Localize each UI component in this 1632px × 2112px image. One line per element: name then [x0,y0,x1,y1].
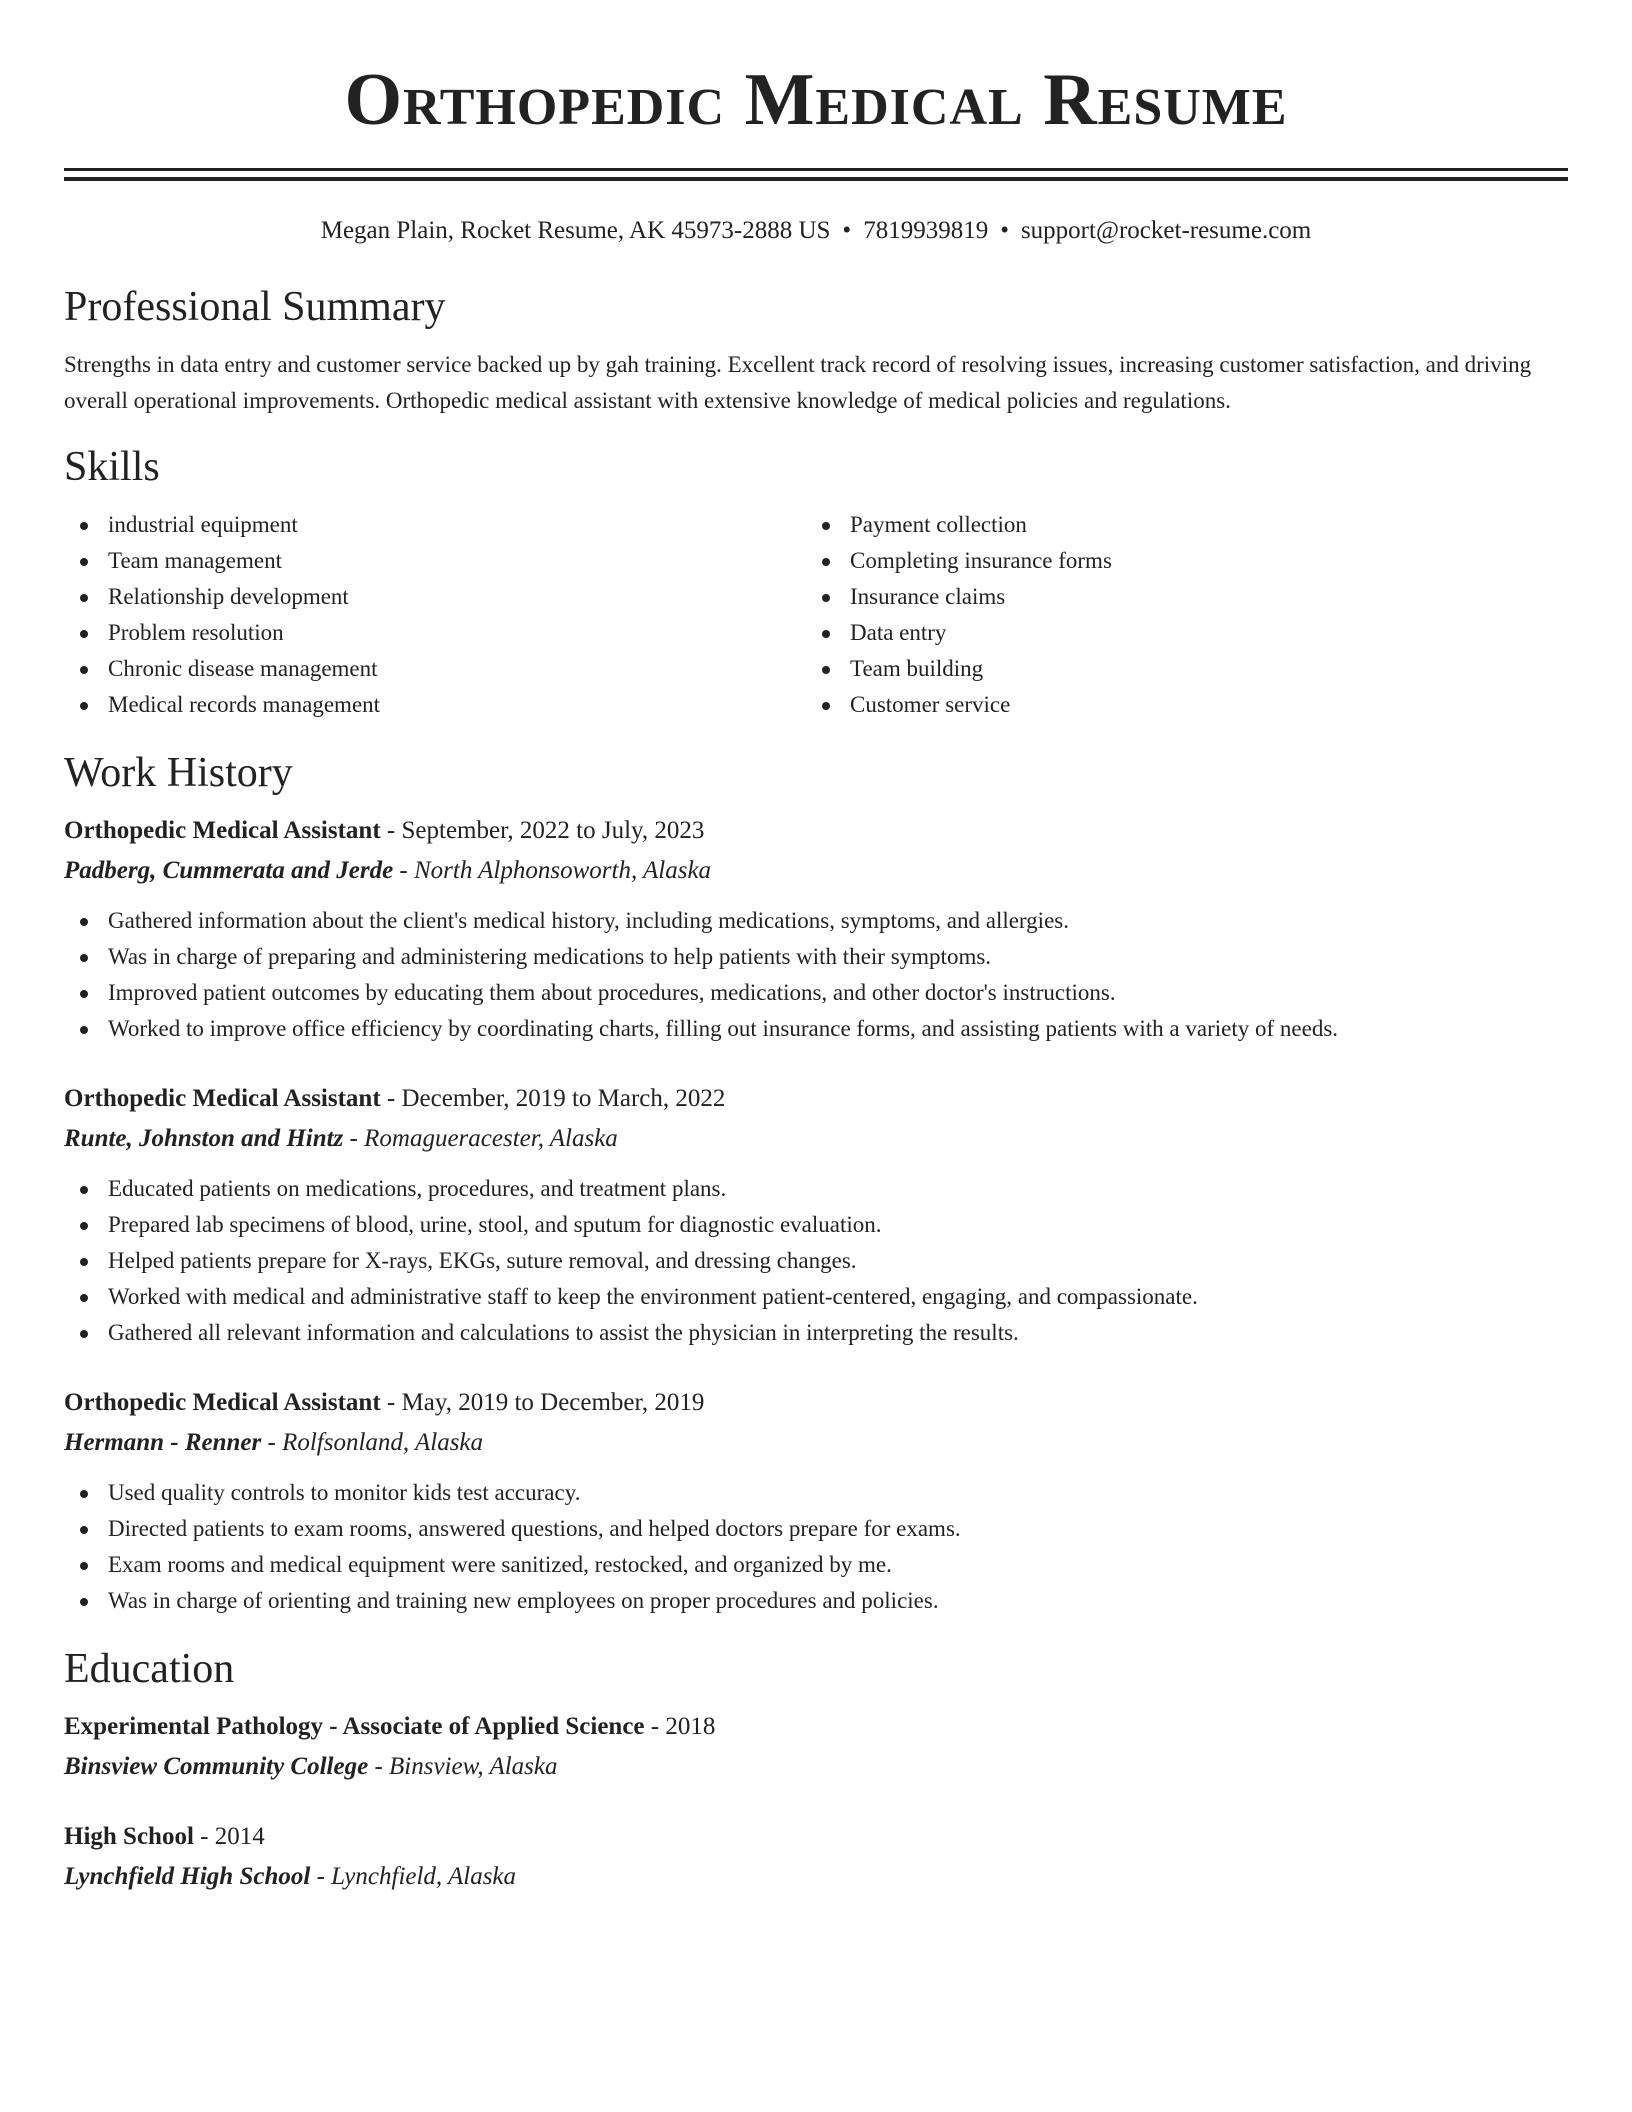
skill-item: Insurance claims [806,579,1548,615]
school-line [64,1857,1568,1897]
skill-item: Medical records management [64,687,806,723]
title-divider [64,168,1568,181]
education-heading: Education [64,1646,235,1692]
school-location: Binsview, Alaska [389,1753,558,1780]
school-name: Binsview Community College [64,1753,369,1780]
job-bullets [64,1475,1568,1619]
job-entry [64,811,1568,1047]
degree-name: Experimental Pathology - Associate of Applied Science [64,1713,645,1740]
job-company: Hermann - Renner [64,1429,262,1456]
school-dash: - [368,1753,390,1780]
job-dates: May, 2019 to December, 2019 [401,1389,705,1416]
skill-item: industrial equipment [64,507,806,543]
job-bullet: Worked to improve office efficiency by coordinating charts, filling out insurance forms, and assisting patients with a variety of needs. [64,1011,1568,1047]
job-bullet: Exam rooms and medical equipment were sanitized, restocked, and organized by me. [64,1547,1568,1583]
job-bullet: Directed patients to exam rooms, answered questions, and helped doctors prepare for exams. [64,1511,1568,1547]
job-bullet: Educated patients on medications, procedures, and treatment plans. [64,1171,1568,1207]
contact-email: support@rocket-resume.com [1020,217,1312,244]
school-dash: - [310,1863,332,1890]
contact-separator: • [842,217,852,244]
school-name: Lynchfield High School [64,1863,311,1890]
job-bullet: Worked with medical and administrative staff to keep the environment patient-centered, engaging, and compassionate. [64,1279,1568,1315]
job-dash: - [343,1125,365,1152]
job-bullet: Helped patients prepare for X-rays, EKGs, suture removal, and dressing changes. [64,1243,1568,1279]
job-title-line [64,1079,1568,1119]
job-dates: December, 2019 to March, 2022 [401,1085,726,1112]
job-bullet: Was in charge of orienting and training new employees on proper procedures and policies. [64,1583,1568,1619]
page-title: Orthopedic Medical Resume [344,59,1288,141]
job-location: Romagueracester, Alaska [364,1125,618,1152]
job-bullets [64,903,1568,1047]
skills-list-right [806,507,1548,723]
job-entry [64,1383,1568,1619]
job-bullet: Prepared lab specimens of blood, urine, stool, and sputum for diagnostic evaluation. [64,1207,1568,1243]
skills-columns [64,507,1568,723]
degree-dash: - [644,1713,666,1740]
job-bullet: Was in charge of preparing and administering medications to help patients with their symptoms. [64,939,1568,975]
job-bullet: Used quality controls to monitor kids test accuracy. [64,1475,1568,1511]
skills-list-left [64,507,806,723]
job-bullet: Gathered information about the client's medical history, including medications, symptoms, and allergies. [64,903,1568,939]
job-company-line [64,851,1568,891]
contact-separator: • [1000,217,1009,244]
education-section [64,1643,1568,1897]
skill-item: Payment collection [806,507,1548,543]
education-entry [64,1817,1568,1897]
skill-item: Customer service [806,687,1548,723]
job-location: Rolfsonland, Alaska [282,1429,484,1456]
skill-item: Relationship development [64,579,806,615]
skill-item: Completing insurance forms [806,543,1548,579]
job-title: Orthopedic Medical Assistant [64,817,381,844]
summary-text: Strengths in data entry and customer service backed up by gah training. Excellent track record of resolving issues, increasing customer satisfaction, and driving overall operational improvements. Orthopedic medical assistant with extensive knowledge of medical policies and regulations. [64,352,1532,413]
job-entry [64,1079,1568,1351]
work-heading: Work History [64,750,293,796]
skill-item: Team building [806,651,1548,687]
job-bullets [64,1171,1568,1351]
job-dash: - [380,817,402,844]
skills-section [64,441,1568,723]
job-dates: September, 2022 to July, 2023 [401,817,705,844]
summary-section [64,281,1568,419]
skill-item: Data entry [806,615,1548,651]
job-company-line [64,1423,1568,1463]
job-company-line [64,1119,1568,1159]
skills-heading: Skills [64,444,160,490]
job-bullet: Improved patient outcomes by educating them about procedures, medications, and other doctor's instructions. [64,975,1568,1011]
job-dash: - [380,1085,402,1112]
school-location: Lynchfield, Alaska [331,1863,517,1890]
education-entry [64,1707,1568,1787]
contact-address: Megan Plain, Rocket Resume, AK 45973-2888 US [320,217,831,244]
degree-dash: - [193,1823,215,1850]
contact-line [64,215,1568,247]
skill-item: Problem resolution [64,615,806,651]
job-company: Runte, Johnston and Hintz [64,1125,344,1152]
job-title-line [64,1383,1568,1423]
school-line [64,1747,1568,1787]
degree-line [64,1707,1568,1747]
job-location: North Alphonsoworth, Alaska [414,857,712,884]
job-bullet: Gathered all relevant information and calculations to assist the physician in interpreting the results. [64,1315,1568,1351]
skill-item: Team management [64,543,806,579]
job-title: Orthopedic Medical Assistant [64,1389,381,1416]
summary-heading: Professional Summary [64,284,446,330]
job-dash: - [380,1389,402,1416]
job-dash: - [261,1429,283,1456]
job-title: Orthopedic Medical Assistant [64,1085,381,1112]
contact-phone: 7819939819 [863,217,989,244]
job-company: Padberg, Cummerata and Jerde [64,857,394,884]
job-title-line [64,811,1568,851]
degree-line [64,1817,1568,1857]
degree-name: High School [64,1823,194,1850]
skill-item: Chronic disease management [64,651,806,687]
job-dash: - [393,857,414,884]
degree-year: 2018 [665,1713,716,1740]
work-section [64,747,1568,1619]
degree-year: 2014 [214,1823,265,1850]
